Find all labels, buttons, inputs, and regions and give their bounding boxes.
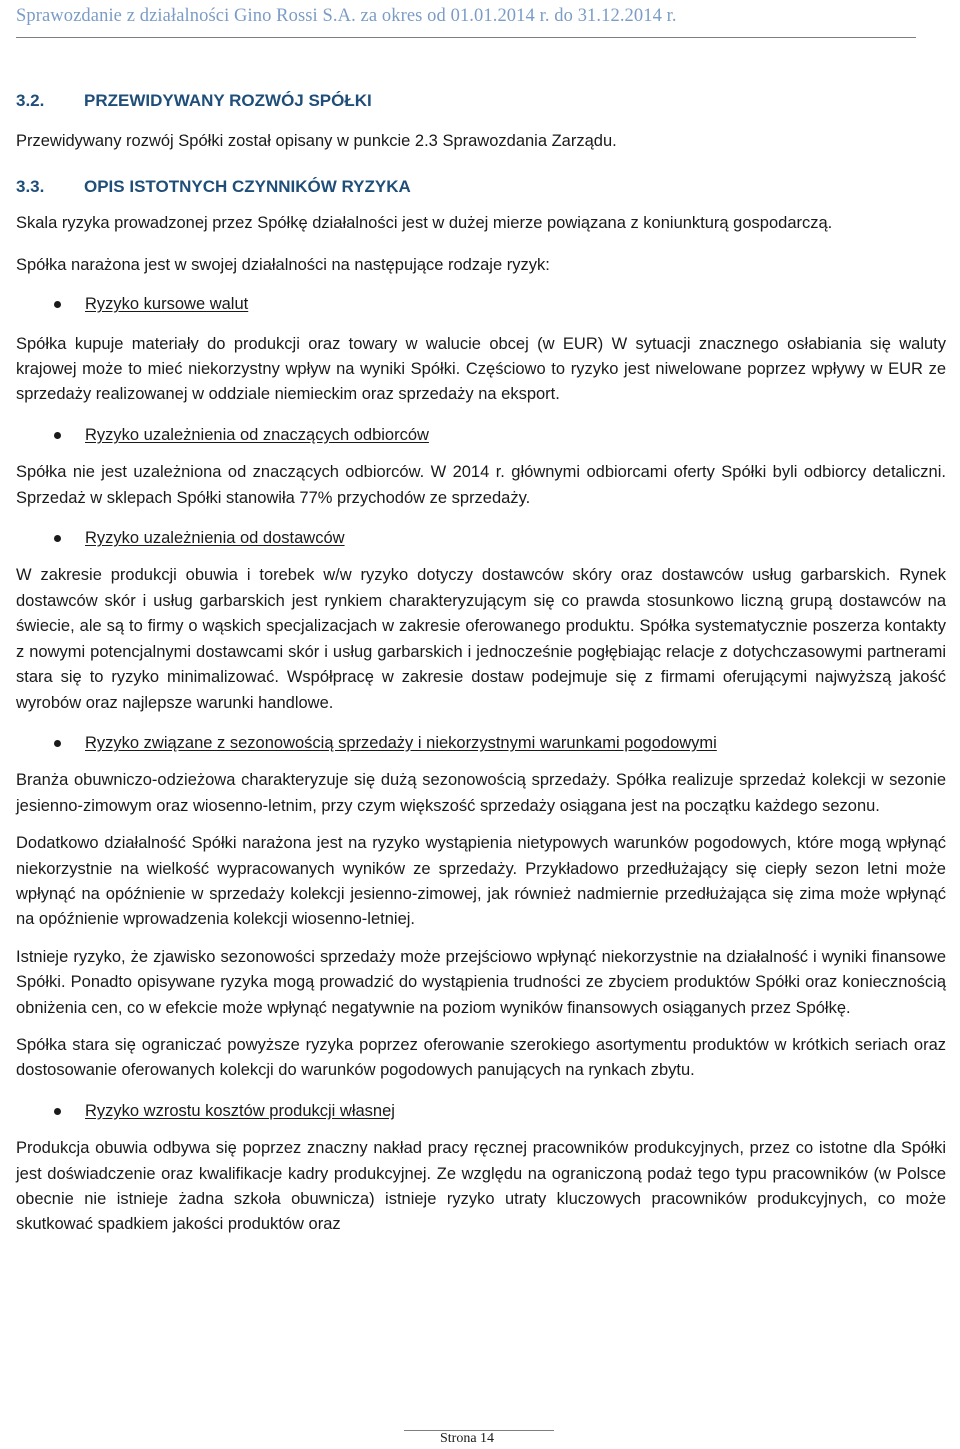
section-number: 3.3. — [16, 177, 45, 197]
paragraph: Spółka stara się ograniczać powyższe ryzyka poprzez oferowanie szerokiego asortymentu produktów w krótkich seriach oraz dostosowanie oferowanych kolekcji do warunków pogodowych panujących na rynkach zbytu. — [16, 1035, 946, 1080]
paragraph: Skala ryzyka prowadzonej przez Spółkę działalności jest w dużej mierze powiązana z koniunkturą gospodarczą. — [16, 214, 833, 233]
document-body — [16, 88, 946, 1238]
page-footer — [0, 1426, 960, 1449]
paragraph: W zakresie produkcji obuwia i torebek w/w ryzyko dotyczy dostawców skóry oraz dostawców usług garbarskich. Rynek dostawców skór i usług garbarskich jest rynkiem charakteryzującym się co prawda stosunkowo liczną grupą dostawców na świecie, ale są to firmy o wąskich specjalizacjach w zakresie oferowanego produktu. Spółka systematycznie poszerza kontakty z nowymi potencjalnymi dostawcami skór i usług garbarskich i jednocześnie pogłębiając relacje z dotychczasowymi partnerami stara się to ryzyko minimalizować. Współpracę w zakresie dostaw podejmuje się z firmami oferującymi najwyższą jakość wyrobów oraz najlepsze warunki handlowe. — [16, 566, 946, 712]
risk-heading-seasonality — [16, 731, 946, 756]
paragraph: Spółka narażona jest w swojej działalności na następujące rodzaje ryzyk: — [16, 255, 550, 274]
paragraph: Przewidywany rozwój Spółki został opisany w punkcie 2.3 Sprawozdania Zarządu. — [16, 132, 617, 150]
section-heading-3-3 — [16, 174, 946, 200]
bullet-icon — [54, 432, 61, 439]
page-number: Strona 14 — [440, 1431, 495, 1446]
paragraph: Spółka nie jest uzależniona od znaczących odbiorców. W 2014 r. głównymi odbiorcami oferty Spółki byli odbiorcy detaliczni. Sprzedaż w sklepach Spółki stanowiła 77% przychodów ze sprzedaży. — [16, 463, 946, 507]
section-heading-3-2 — [16, 88, 946, 114]
risk-heading-production-costs — [16, 1099, 946, 1124]
paragraph: Dodatkowo działalność Spółki narażona jest na ryzyko wystąpienia nietypowych warunków pogodowych, które mogą wpłynąć niekorzystnie na wielkość wypracowanych wyników ze sprzedaży. Przykładowo przedłużający się ciepły sezon letni może wpłynąć na opóźnienie w sprzedaży kolekcji jesienno-zimowej, jak również nadmiernie przedłużająca się zima może wpłynąć na opóźnienie wprowadzenia kolekcji wiosenno-letniej. — [16, 834, 946, 929]
risk-title: Ryzyko związane z sezonowością sprzedaży i niekorzystnymi warunkami pogodowymi — [85, 733, 717, 752]
page-header — [0, 0, 960, 38]
section-title: OPIS ISTOTNYCH CZYNNIKÓW RYZYKA — [84, 177, 411, 197]
risk-title: Ryzyko uzależnienia od dostawców — [85, 529, 345, 548]
paragraph: Branża obuwniczo-odzieżowa charakteryzuje się dużą sezonowością sprzedaży. Spółka realizuje sprzedaż kolekcji w sezonie jesienno-zimowym oraz wiosenno-letnim, przy czym większość sprzedaży osiągana jest na początku każdego sezonu. — [16, 771, 946, 815]
header-divider — [16, 37, 916, 38]
risk-heading-customers — [16, 423, 946, 448]
paragraph: Produkcja obuwia odbywa się poprzez znaczny nakład pracy ręcznej pracowników produkcyjnych, przez co istotne dla Spółki jest doświadczenie oraz kwalifikacje kadry produkcyjnej. Ze względu na ograniczoną podaż tego typu pracowników (w Polsce obecnie nie istnieje żadna szkoła obuwnicza) istnieje ryzyko utraty kluczowych pracowników produkcyjnych, co może skutkować spadkiem jakości produktów oraz — [16, 1139, 946, 1234]
bullet-icon — [54, 1108, 61, 1115]
paragraph: Istnieje ryzyko, że zjawisko sezonowości sprzedaży może przejściowo wpłynąć niekorzystnie na działalność i wyniki finansowe Spółki. Ponadto opisywane ryzyka mogą prowadzić do wystąpienia trudności ze zbyciem produktów Spółki oraz koniecznością obniżenia cen, co w efekcie może wpłynąć negatywnie na poziom wyników finansowych osiąganych przez Spółkę. — [16, 947, 946, 1017]
bullet-icon — [54, 535, 61, 542]
report-title: Sprawozdanie z działalności Gino Rossi S.A. za okres od 01.01.2014 r. do 31.12.2014 r. — [16, 6, 677, 26]
section-number: 3.2. — [16, 91, 45, 110]
section-title: PRZEWIDYWANY ROZWÓJ SPÓŁKI — [84, 91, 372, 110]
risk-heading-currency — [16, 292, 946, 317]
risk-heading-suppliers — [16, 526, 946, 551]
risk-title: Ryzyko uzależnienia od znaczących odbiorców — [85, 425, 429, 444]
bullet-icon — [54, 740, 61, 747]
risk-title: Ryzyko wzrostu kosztów produkcji własnej — [85, 1101, 395, 1120]
risk-title: Ryzyko kursowe walut — [85, 295, 249, 314]
bullet-icon — [54, 301, 61, 308]
paragraph: Spółka kupuje materiały do produkcji oraz towary w walucie obcej (w EUR) W sytuacji znacznego osłabiania się waluty krajowej może to mieć niekorzystny wpływ na wyniki Spółki. Częściowo to ryzyko jest niwelowane poprzez wpływy w EUR ze sprzedaży realizowanej w oddziale niemieckim oraz sprzedaży na eksport. — [16, 334, 946, 404]
